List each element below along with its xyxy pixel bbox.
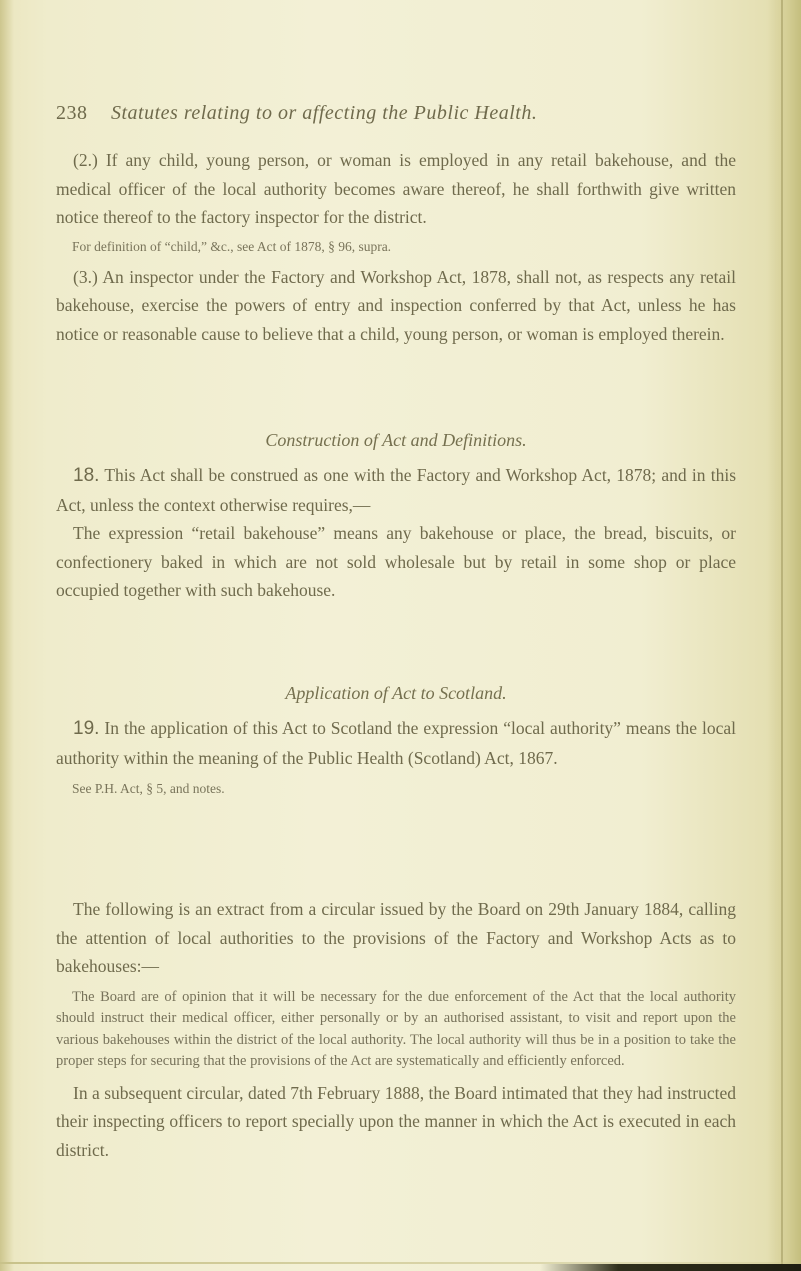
- section-17-continued: [56, 146, 736, 348]
- section-18-heading: Construction of Act and Definitions.: [265, 430, 527, 450]
- section-19-text: [56, 714, 736, 772]
- section-18-body: This Act shall be construed as one with the Factory and Workshop Act, 1878; and in this Act, unless the context otherwise requires,—: [56, 465, 737, 515]
- circular-quoted-extract: The Board are of opinion that it will be necessary for the due enforcement of the Act that the local authority should instruct their medical officer, either personally or by an authorised assistant, to visit and report upon the various bakehouses within the district of the local authority. The local authority will thus be in a position to take the proper steps for securing that the provisions of the Act are systematically and efficiently enforced.: [56, 988, 736, 1069]
- circular-intro: The following is an extract from a circular issued by the Board on 29th January 1884, calling the attention of local authorities to the provisions of the Factory and Workshop Acts as to bakehouses:—: [56, 899, 736, 976]
- running-title: Statutes relating to or affecting the Public Health.: [111, 102, 538, 124]
- page-edge: [767, 0, 801, 1271]
- section-19-heading: Application of Act to Scotland.: [285, 683, 507, 703]
- retail-bakehouse-definition: The expression “retail bakehouse” means any bakehouse or place, the bread, biscuits, or confectionery baked in which are not sold wholesale but by retail in some shop or place occupied together with such bakehouse.: [56, 523, 736, 600]
- section-17-para-2: (2.) If any child, young person, or woman is employed in any retail bakehouse, and the medical officer of the local authority becomes aware thereof, he shall forthwith give written notice thereof to the factory inspector for the district.: [56, 150, 736, 227]
- subsequent-circular: In a subsequent circular, dated 7th February 1888, the Board intimated that they had instructed their inspecting officers to report specially upon the manner in which the Act is executed in each district.: [56, 1082, 736, 1160]
- section-18-number: 18.: [73, 465, 100, 486]
- section-17-para-3: (3.) An inspector under the Factory and Workshop Act, 1878, shall not, as respects any retail bakehouse, exercise the powers of entry and inspection conferred by that Act, unless he has notice or reasonable cause to believe that a child, young person, or woman is employed therein.: [56, 266, 736, 344]
- running-header: [56, 102, 736, 125]
- page-number: 238: [56, 102, 88, 124]
- section-19-number: 19.: [73, 718, 100, 739]
- circular-extract: [56, 895, 736, 1164]
- footnote-child-definition: For definition of “child,” &c., see Act of 1878, § 96, supra.: [72, 238, 392, 254]
- section-18-text: [56, 461, 736, 519]
- section-19-body: In the application of this Act to Scotland the expression “local authority” means the local authority within the meaning of the Public Health (Scotland) Act, 1867.: [56, 718, 737, 768]
- section-19: [56, 683, 736, 799]
- footnote-ph-act: See P.H. Act, § 5, and notes.: [72, 781, 225, 796]
- section-18: [56, 430, 736, 605]
- binding-shadow: [0, 0, 14, 1271]
- bottom-rule: [540, 1264, 801, 1271]
- page-edge-line: [781, 0, 783, 1271]
